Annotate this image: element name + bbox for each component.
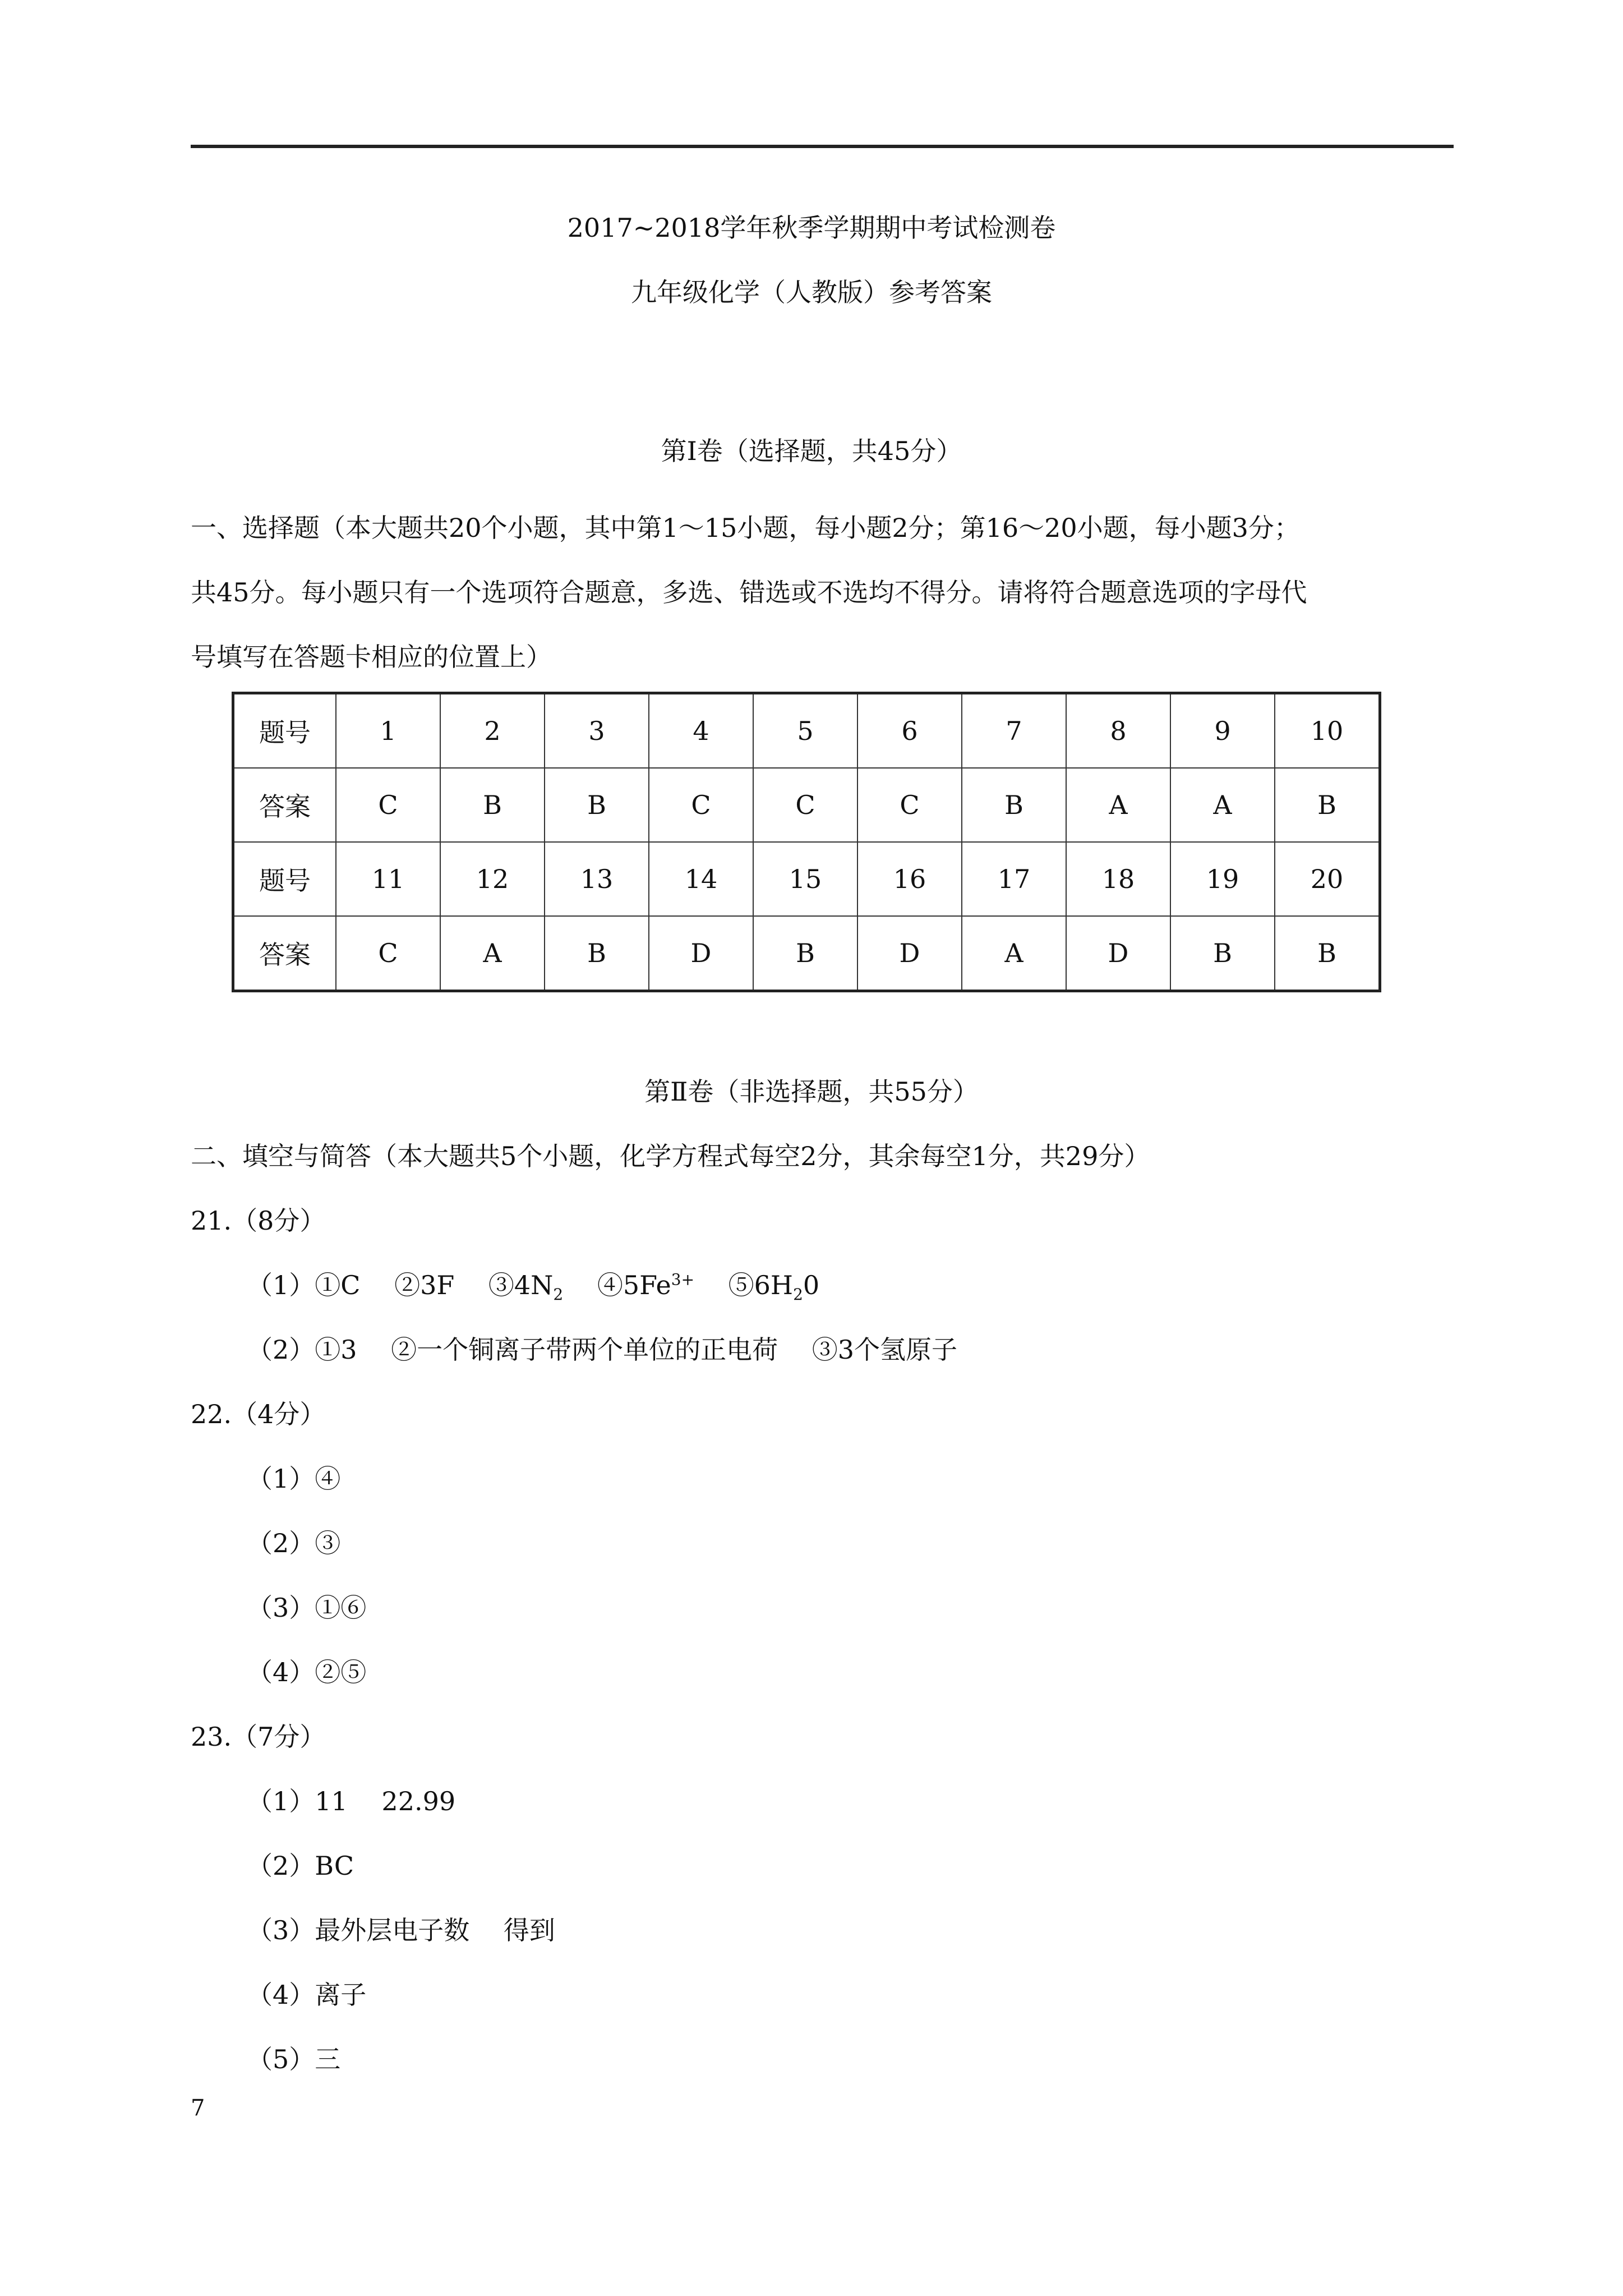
q23-heading: 23.（7分） bbox=[191, 1722, 326, 1752]
q23-answer-4: （4）离子 bbox=[247, 1980, 367, 2010]
table-row bbox=[233, 768, 1380, 842]
table-cell: 9 bbox=[1170, 693, 1275, 769]
table-row bbox=[233, 693, 1380, 769]
table-cell: C bbox=[336, 768, 440, 842]
table-cell: 14 bbox=[649, 842, 753, 916]
table-cell: 8 bbox=[1066, 693, 1170, 769]
table-cell: C bbox=[857, 768, 962, 842]
table-cell: B bbox=[1275, 768, 1380, 842]
section1-line-3: 号填写在答题卡相应的位置上） bbox=[191, 642, 552, 672]
q22-answer-4: （4）②⑤ bbox=[247, 1657, 367, 1687]
section2-line: 二、填空与简答（本大题共5个小题，化学方程式每空2分，其余每空1分，共29分） bbox=[191, 1141, 1150, 1171]
table-cell: C bbox=[649, 768, 753, 842]
section1-line-1: 一、选择题（本大题共20个小题，其中第1～15小题，每小题2分；第16～20小题，每小题3分； bbox=[191, 513, 1300, 543]
table-cell: D bbox=[1066, 916, 1170, 991]
part2-heading: 第Ⅱ卷（非选择题，共55分） bbox=[644, 1076, 979, 1107]
table-cell: 19 bbox=[1170, 842, 1275, 916]
table-cell: B bbox=[545, 916, 649, 991]
row-label: 答案 bbox=[233, 768, 336, 842]
table-cell: B bbox=[962, 768, 1066, 842]
table-cell: 11 bbox=[336, 842, 440, 916]
table-cell: 20 bbox=[1275, 842, 1380, 916]
table-cell: 12 bbox=[440, 842, 545, 916]
row-label: 题号 bbox=[233, 693, 336, 769]
q23-answer-5: （5）三 bbox=[247, 2044, 341, 2074]
table-cell: 6 bbox=[857, 693, 962, 769]
table-cell: 17 bbox=[962, 842, 1066, 916]
table-cell: 3 bbox=[545, 693, 649, 769]
row-label: 题号 bbox=[233, 842, 336, 916]
table-cell: B bbox=[1170, 916, 1275, 991]
header-rule bbox=[191, 145, 1454, 148]
q23-answer-2: （2）BC bbox=[247, 1851, 354, 1881]
q22-answer-2: （2）③ bbox=[247, 1528, 341, 1558]
table-cell: B bbox=[1275, 916, 1380, 991]
answer-table bbox=[232, 692, 1381, 992]
table-cell: D bbox=[649, 916, 753, 991]
table-cell: 5 bbox=[753, 693, 857, 769]
table-row bbox=[233, 916, 1380, 991]
table-cell: 2 bbox=[440, 693, 545, 769]
table-cell: B bbox=[753, 916, 857, 991]
table-cell: A bbox=[1066, 768, 1170, 842]
q23-answer-3: （3）最外层电子数 得到 bbox=[247, 1915, 555, 1945]
table-cell: B bbox=[545, 768, 649, 842]
q22-heading: 22.（4分） bbox=[191, 1399, 326, 1429]
row-label: 答案 bbox=[233, 916, 336, 991]
document-subtitle: 九年级化学（人教版）参考答案 bbox=[631, 277, 992, 307]
section1-line-2: 共45分。每小题只有一个选项符合题意，多选、错选或不选均不得分。请将符合题意选项的字母代 bbox=[191, 577, 1307, 608]
table-cell: 4 bbox=[649, 693, 753, 769]
table-cell: 15 bbox=[753, 842, 857, 916]
q21-answer-line-1: （1）①C ②3F $③4N_2$ $④5Fe^{3+}$ $⑤6H_20$ bbox=[247, 1270, 820, 1304]
q23-answer-1: （1）11 22.99 bbox=[247, 1786, 456, 1816]
table-cell: C bbox=[336, 916, 440, 991]
table-cell: 7 bbox=[962, 693, 1066, 769]
table-cell: D bbox=[857, 916, 962, 991]
q22-answer-3: （3）①⑥ bbox=[247, 1593, 367, 1623]
table-cell: 10 bbox=[1275, 693, 1380, 769]
table-cell: A bbox=[962, 916, 1066, 991]
q21-answer-line-2: （2）①3 ②一个铜离子带两个单位的正电荷 ③3个氢原子 bbox=[247, 1335, 958, 1365]
table-row bbox=[233, 842, 1380, 916]
document-title: 2017~2018学年秋季学期期中考试检测卷 bbox=[567, 213, 1056, 243]
part1-heading: 第Ⅰ卷（选择题，共45分） bbox=[661, 436, 962, 466]
table-cell: B bbox=[440, 768, 545, 842]
page-number: 7 bbox=[191, 2095, 205, 2121]
q22-answer-1: （1）④ bbox=[247, 1464, 341, 1494]
table-cell: A bbox=[440, 916, 545, 991]
table-cell: 1 bbox=[336, 693, 440, 769]
table-cell: 16 bbox=[857, 842, 962, 916]
table-cell: 18 bbox=[1066, 842, 1170, 916]
table-cell: C bbox=[753, 768, 857, 842]
q21-heading: 21.（8分） bbox=[191, 1205, 326, 1236]
table-cell: 13 bbox=[545, 842, 649, 916]
table-cell: A bbox=[1170, 768, 1275, 842]
